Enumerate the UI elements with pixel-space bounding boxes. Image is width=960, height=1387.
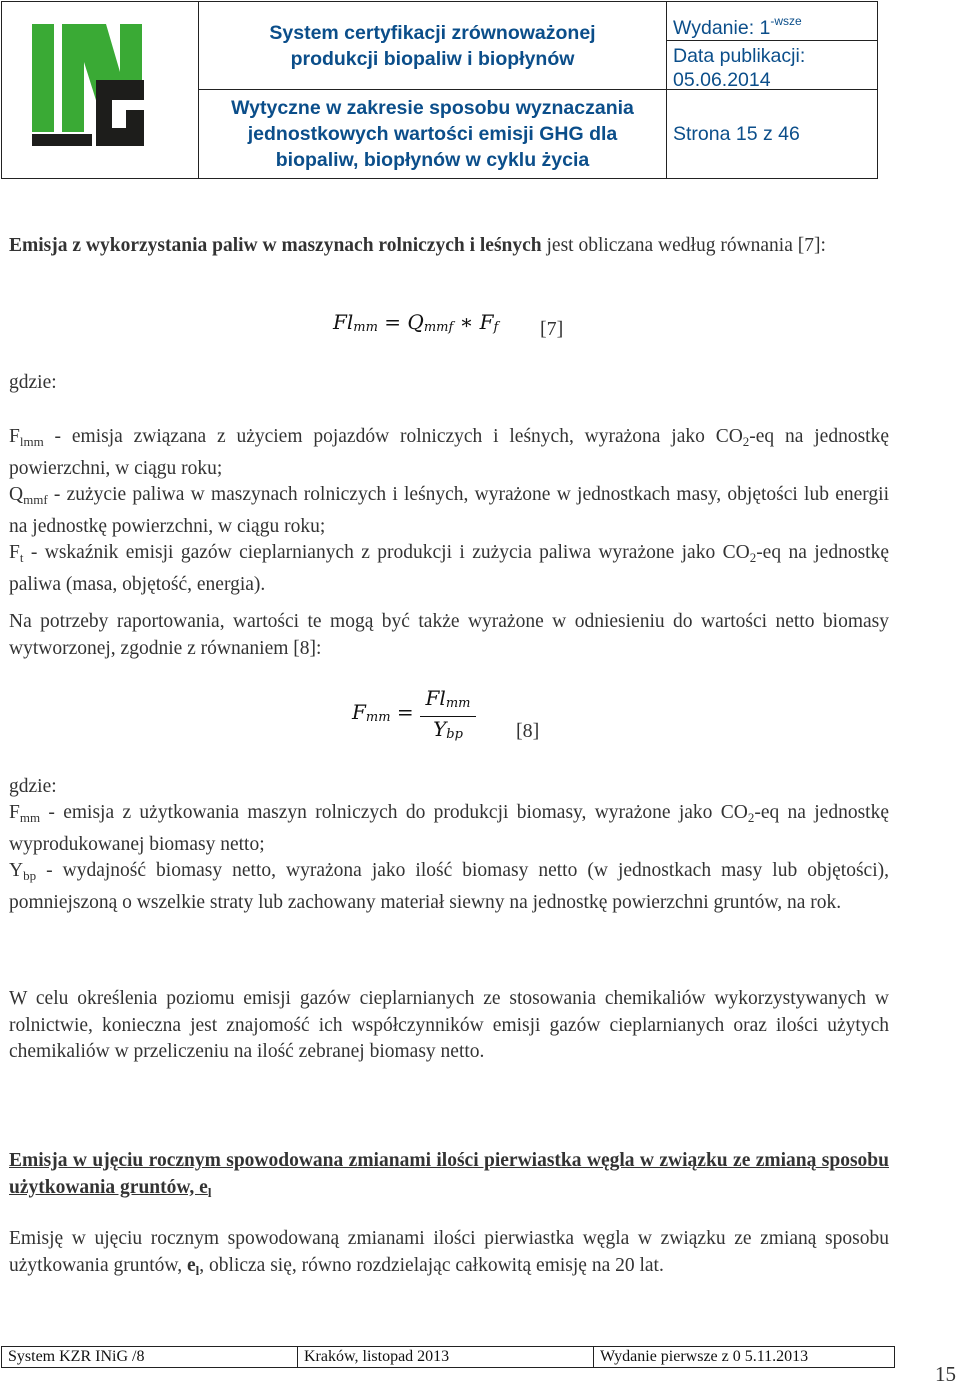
- co2-sub: 2: [749, 550, 757, 565]
- where-label-1: gdzie:: [9, 372, 57, 393]
- eq8-lhs: F: [352, 700, 366, 724]
- system-title: [199, 2, 666, 90]
- definition-text: -eq na jednostkę powierzchni, w ciągu roku;: [9, 426, 889, 479]
- eq8-denominator: [420, 717, 476, 747]
- definition-ft: [9, 540, 889, 598]
- eq8-num: Fl: [425, 686, 446, 710]
- equation-8-number: [8]: [516, 720, 540, 742]
- definitions-block-2: [9, 800, 889, 916]
- eq8-num-sub: mm: [445, 696, 471, 711]
- equation-8-fraction: [420, 686, 476, 747]
- page-number: 15: [935, 1362, 956, 1386]
- edition-superscript: -wsze: [770, 14, 802, 28]
- paragraph-reporting: Na potrzeby raportowania, wartości te mogą być także wyrażone w odniesieniu do wartości netto biomasy wytworzonej, zgodnie z równaniem [8]:: [9, 611, 889, 659]
- meta-cell: [667, 2, 878, 178]
- paragraph-fuel-emission: [9, 233, 889, 260]
- document-title-line3: biopaliw, biopłynów w cyklu życia: [275, 149, 590, 171]
- document-title: [199, 90, 666, 178]
- where-label-2: gdzie:: [9, 776, 57, 797]
- definition-text: -eq na jednostkę wyprodukowanej biomasy netto;: [9, 802, 889, 855]
- logo-cell: [2, 2, 199, 178]
- paragraph-text: , oblicza się, równo rozdzielając całkowitą emisję na 20 lat.: [199, 1254, 664, 1276]
- symbol-sub: mm: [19, 810, 41, 825]
- symbol-sub: bp: [23, 868, 37, 883]
- footer-system: System KZR INiG /8: [2, 1347, 298, 1367]
- eq8-equals: =: [396, 700, 414, 724]
- definition-ybp: [9, 858, 889, 916]
- equation-8-lhs: [352, 700, 414, 725]
- paragraph-rest: jest obliczana według równania [7]:: [541, 235, 826, 256]
- eq7-lhs-sub: mm: [353, 320, 378, 335]
- system-title-line1: System certyfikacji zrównoważonej: [269, 21, 596, 44]
- document-title-line2: jednostkowych wartości emisji GHG dla: [247, 123, 618, 145]
- document-title-line1: Wytyczne w zakresie sposobu wyznaczania: [231, 97, 634, 119]
- system-title-line2: produkcji biopaliw i biopłynów: [290, 47, 575, 70]
- document-footer: [1, 1346, 895, 1368]
- symbol: Q: [9, 484, 24, 505]
- equation-7: [333, 310, 498, 335]
- edition-row: [667, 2, 878, 41]
- footer-edition: Wydanie pierwsze z 0 5.11.2013: [600, 1348, 809, 1365]
- publication-row: [667, 42, 878, 90]
- definition-flmm: [9, 424, 889, 482]
- eq8-numerator: [420, 686, 476, 717]
- paragraph-bold-lead: Emisja z wykorzystania paliw w maszynach rolniczych i leśnych: [9, 235, 542, 256]
- definition-qmmf: [9, 482, 889, 540]
- eq7-rhs-sub: f: [493, 320, 499, 335]
- symbol-sub: lmm: [19, 434, 44, 449]
- definition-text: - emisja związana z użyciem pojazdów rolniczych i leśnych, wyrażona jako CO: [43, 426, 743, 447]
- section-heading-sub: l: [207, 1184, 212, 1200]
- symbol: F: [9, 426, 20, 447]
- section-heading: [9, 1148, 889, 1206]
- definition-text: - wskaźnik emisji gazów cieplarnianych z produkcji i zużycia paliwa wyrażone jako CO: [23, 542, 750, 563]
- definition-text: -eq na jednostkę paliwa (masa, objętość, energia).: [9, 542, 889, 595]
- definition-fmm: [9, 800, 889, 858]
- co2-sub: 2: [742, 434, 750, 449]
- definition-text: - emisja z użytkowania maszyn rolniczych do produkcji biomasy, wyrażone jako CO: [40, 802, 748, 823]
- symbol-sub: t: [19, 550, 24, 565]
- page-of-row: Strona 15 z 46: [673, 123, 800, 145]
- eq7-mid-sub: mmf: [423, 320, 454, 335]
- paragraph-text: Emisję w ujęciu rocznym spowodowaną zmianami ilości pierwiastka węgla w związku ze zmianą sposobu użytkowania gruntów,: [9, 1228, 889, 1276]
- eq8-lhs-sub: mm: [365, 710, 391, 725]
- eq7-lhs: Fl: [333, 310, 354, 334]
- paragraph-land-use: [9, 1226, 889, 1284]
- symbol: Y: [9, 860, 24, 881]
- symbol-sub: mmf: [23, 492, 48, 507]
- symbol-el-sub: l: [195, 1262, 200, 1278]
- definition-text: - zużycie paliwa w maszynach rolniczych i leśnych, wyrażone w jednostkach masy, objętości lub energii na jednostkę powierzchni, w ciągu roku;: [9, 484, 889, 537]
- symbol-el: e: [187, 1254, 196, 1276]
- eq8-den: Y: [433, 717, 447, 741]
- publication-date: 05.06.2014: [673, 69, 771, 91]
- inig-logo: [2, 2, 199, 178]
- symbol: F: [9, 542, 20, 563]
- document-header: [1, 1, 878, 179]
- title-cell: [199, 2, 667, 178]
- edition-label: Wydanie: 1: [673, 17, 771, 39]
- eq8-den-sub: bp: [446, 727, 463, 742]
- co2-sub: 2: [747, 810, 755, 825]
- definition-text: - wydajność biomasy netto, wyrażona jako ilość biomasy netto (w jednostkach masy lub objętości), pomniejszoną o wszelkie straty lub zachowany materiał siewny na jednostkę powierzchni gruntów, na rok.: [9, 860, 889, 913]
- definitions-block-1: [9, 424, 889, 598]
- equation-7-number: [7]: [540, 318, 564, 340]
- symbol: F: [9, 802, 20, 823]
- section-heading-text: Emisja w ujęciu rocznym spowodowana zmianami ilości pierwiastka węgla w związku ze zmianą sposobu użytkowania gruntów, e: [9, 1150, 889, 1198]
- eq7-mid: = Q: [384, 310, 424, 334]
- footer-place: Kraków, listopad 2013: [298, 1347, 594, 1367]
- publication-label: Data publikacji:: [673, 45, 806, 67]
- paragraph-chemicals: W celu określenia poziomu emisji gazów cieplarnianych ze stosowania chemikaliów wykorzystywanych w rolnictwie, konieczna jest znajomość ich współczynników emisji gazów cieplarnianych oraz ilości użytych chemikaliów w przeliczeniu na ilość zebranej biomasy netto.: [9, 988, 889, 1062]
- eq7-rhs: ∗ F: [459, 310, 494, 334]
